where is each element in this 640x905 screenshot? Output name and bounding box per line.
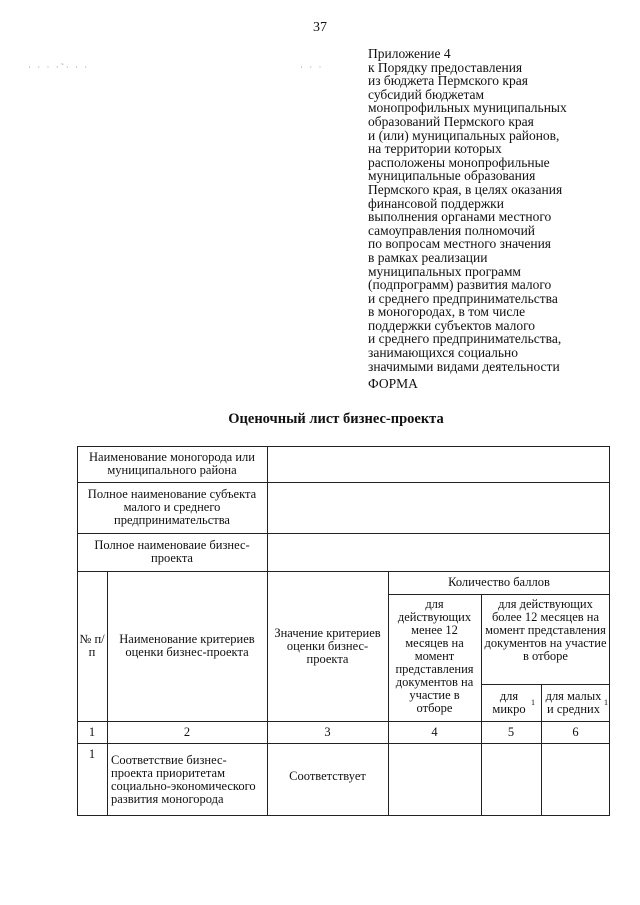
subject-name-label: Полное наименование субъекта малого и среднего предпринимательства	[87, 487, 257, 527]
appendix-line: в моногородах, в том числе	[368, 304, 526, 320]
scan-speck: · · · ·˜· · ·	[28, 62, 90, 72]
appendix-line: Приложение 4	[368, 46, 451, 61]
appendix-header	[368, 47, 633, 373]
header-micro: для микро 1	[481, 684, 541, 721]
column-number: 3	[324, 724, 331, 739]
column-number: 6	[572, 724, 579, 739]
appendix-line: муниципальные образования	[368, 168, 536, 184]
column-number: 1	[88, 724, 96, 739]
appendix-line: самоуправления полномочий	[368, 222, 536, 238]
appendix-line: субсидий бюджетам	[368, 86, 485, 102]
appendix-line: занимающихся социально	[368, 345, 519, 361]
header-more-12-months: для действующих более 12 месяцев на момент представления документов на участие в отборе	[484, 597, 607, 663]
appendix-line: поддержки субъектов малого	[368, 317, 536, 333]
header-small-medium: для малых и средних 1	[541, 684, 610, 721]
header-num: № п/п	[79, 632, 105, 659]
header-small-medium-label: для малых и средних	[545, 688, 602, 716]
subject-name-value-cell	[267, 482, 610, 533]
appendix-line: к Порядку предоставления	[368, 59, 523, 75]
appendix-line: Пермского края, в целях оказания	[368, 181, 563, 197]
scan-speck: · · ·	[300, 62, 324, 72]
appendix-line: и среднего предпринимательства	[368, 290, 558, 306]
form-label: ФОРМА	[368, 376, 418, 391]
header-criteria: Наименование критериев оценки бизнес-проекта	[119, 632, 255, 659]
column-number: 2	[183, 724, 191, 739]
appendix-line: и среднего предпринимательства,	[368, 331, 562, 347]
municipality-value-cell	[267, 446, 610, 482]
appendix-line: и (или) муниципальных районов,	[368, 127, 560, 143]
header-micro-label: для микро	[492, 688, 526, 716]
appendix-line: финансовой поддержки	[368, 195, 504, 211]
appendix-line: значимыми видами деятельности	[368, 358, 560, 374]
appendix-line: на территории которых	[368, 141, 502, 157]
header-criteria-value: Значение критериев оценки бизнес-проекта	[274, 625, 381, 666]
page-number: 37	[313, 20, 327, 35]
appendix-line: по вопросам местного значения	[368, 236, 552, 252]
column-number: 4	[431, 724, 438, 739]
appendix-line: (подпрограмм) развития малого	[368, 277, 552, 293]
header-less-12-months: для действующих менее 12 месяцев на момент представления документов на участие в отборе	[395, 597, 474, 715]
row-criterion-value: Соответствует	[289, 768, 366, 783]
appendix-line: выполнения органами местного	[368, 209, 552, 225]
municipality-label: Наименование моногорода или муниципального района	[89, 450, 255, 477]
row-num: 1	[88, 747, 96, 761]
appendix-line: монопрофильных муниципальных	[368, 100, 567, 116]
row-score-small-medium	[541, 743, 610, 816]
appendix-line: в рамках реализации	[368, 249, 488, 265]
project-name-label: Полное наименоваие бизнес-проекта	[94, 538, 250, 565]
appendix-line: образований Пермского края	[368, 113, 534, 129]
appendix-line: муниципальных программ	[368, 263, 521, 279]
appendix-line: расположены монопрофильные	[368, 154, 550, 170]
row-score-micro	[481, 743, 541, 816]
header-score: Количество баллов	[448, 575, 550, 589]
row-score-less-12	[388, 743, 481, 816]
evaluation-table	[77, 446, 610, 816]
row-criterion: Соответствие бизнес-проекта приоритетам социально-экономического развития моногорода	[111, 752, 256, 806]
project-name-value-cell	[267, 533, 610, 571]
appendix-line: из бюджета Пермского края	[368, 73, 528, 89]
document-title: Оценочный лист бизнес-проекта	[228, 411, 444, 427]
column-number: 5	[507, 724, 515, 739]
